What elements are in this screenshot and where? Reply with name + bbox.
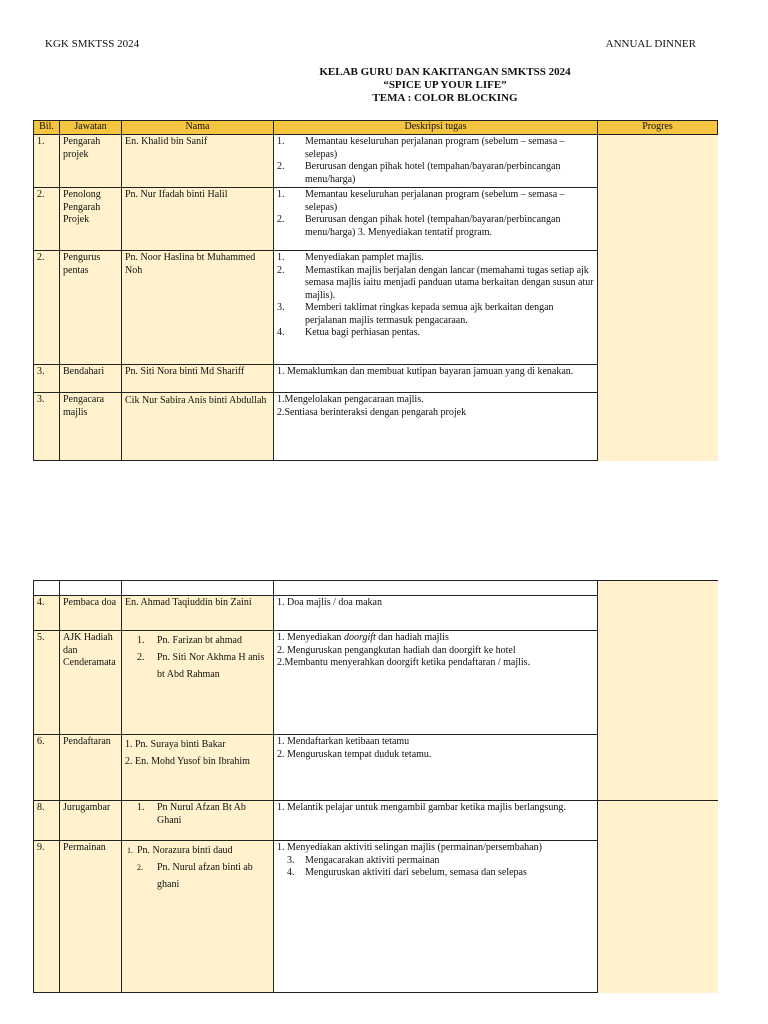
row-deskripsi xyxy=(274,393,598,461)
desc-text: 1. Melantik pelajar untuk mengambil gambar ketika majlis berlangsung. xyxy=(277,802,566,813)
desc-text-part: 1. Menyediakan xyxy=(277,632,344,643)
doc-title xyxy=(0,66,768,105)
row-nama xyxy=(122,631,274,735)
row-nama xyxy=(122,841,274,993)
desc-number: 3. xyxy=(287,854,295,866)
row-bil: 3. xyxy=(34,393,60,461)
desc-text: Ketua bagi perhiasan pentas. xyxy=(305,327,420,338)
desc-text: 1. Menyediakan aktiviti selingan majlis (permainan/persembahan) xyxy=(277,842,542,853)
row-bil: 5. xyxy=(34,631,60,735)
row-jawatan: Pendaftaran xyxy=(60,735,122,801)
name-text: 2. En. Mohd Yusof bin Ibrahim xyxy=(125,756,250,767)
row-nama: Pn. Noor Haslina bt Muhammed Noh xyxy=(122,251,274,365)
row-bil: 9. xyxy=(34,841,60,993)
row-deskripsi xyxy=(274,735,598,801)
desc-text: Memberi taklimat ringkas kepada semua ajk berkaitan dengan perjalanan majlis termasuk pengacaraan. xyxy=(305,302,554,326)
row-nama: Pn. Siti Nora binti Md Shariff xyxy=(122,365,274,393)
name-number: 1. xyxy=(137,635,145,646)
row-nama: Cik Nur Sabira Anis binti Abdullah xyxy=(122,393,274,461)
desc-number: 1. xyxy=(277,252,285,263)
desc-number: 1. xyxy=(277,136,285,147)
row-deskripsi xyxy=(274,841,598,993)
doc-header-left: KGK SMKTSS 2024 xyxy=(45,38,140,50)
row-deskripsi xyxy=(274,596,598,631)
desc-text: 2. Menguruskan pengangkutan hadiah dan doorgift ke hotel xyxy=(277,644,516,656)
row-bil: 6. xyxy=(34,735,60,801)
name-number: 1. xyxy=(137,802,145,813)
desc-text: 1. Memaklumkan dan membuat kutipan bayaran jamuan yang di kenakan. xyxy=(277,366,574,377)
desc-number: 4. xyxy=(277,327,285,338)
row-jawatan: Jurugambar xyxy=(60,801,122,841)
desc-text: Menyediakan pamplet majlis. xyxy=(305,252,424,263)
progres-cell xyxy=(598,801,718,993)
blank-cell xyxy=(60,581,122,596)
row-nama: En. Khalid bin Sanif xyxy=(122,135,274,188)
desc-text: 2. Menguruskan tempat duduk tetamu. xyxy=(277,748,432,760)
desc-number: 2. xyxy=(277,264,285,276)
name-number: 2. xyxy=(137,652,145,663)
desc-number: 2. xyxy=(277,161,285,172)
table-header-row xyxy=(34,121,718,135)
row-bil: 2. xyxy=(34,251,60,365)
row-bil: 8. xyxy=(34,801,60,841)
row-jawatan: AJK Hadiah dan Cenderamata xyxy=(60,631,122,735)
row-nama xyxy=(122,735,274,801)
progres-cell xyxy=(598,581,718,801)
row-jawatan: Penolong Pengarah Projek xyxy=(60,188,122,251)
doc-header-right: ANNUAL DINNER xyxy=(605,38,696,50)
name-text: Pn Nurul Afzan Bt Ab Ghani xyxy=(157,802,246,826)
desc-text: 2.Membantu menyerahkan doorgift ketika pendaftaran / majlis. xyxy=(277,657,531,668)
desc-text: 1. Doa majlis / doa makan xyxy=(277,597,382,608)
blank-cell xyxy=(274,581,598,596)
desc-text: Memantau keseluruhan perjalanan program (sebelum – semasa – selepas) xyxy=(305,136,565,160)
table-row-blank xyxy=(34,581,718,596)
row-jawatan: Pengurus pentas xyxy=(60,251,122,365)
desc-text: Menguruskan aktiviti dari sebelum, semasa dan selepas xyxy=(305,867,527,878)
desc-text: 1.Mengelolakan pengacaraan majlis. xyxy=(277,394,424,405)
desc-number: 4. xyxy=(287,867,295,878)
row-nama: En. Ahmad Taqiuddin bin Zaini xyxy=(122,596,274,631)
row-nama: Pn. Nur Ifadah binti Halil xyxy=(122,188,274,251)
name-text: Pn. Farizan bt ahmad xyxy=(157,635,242,646)
name-text: Pn. Norazura binti daud xyxy=(137,845,233,856)
row-jawatan: Permainan xyxy=(60,841,122,993)
name-number: 1. xyxy=(127,846,133,855)
row-deskripsi xyxy=(274,801,598,841)
col-header-jawatan: Jawatan xyxy=(60,121,122,135)
row-bil: 4. xyxy=(34,596,60,631)
desc-text xyxy=(277,632,594,645)
desc-text: Mengacarakan aktiviti permainan xyxy=(305,854,440,866)
row-deskripsi xyxy=(274,365,598,393)
row-deskripsi xyxy=(274,631,598,735)
task-table-page-2 xyxy=(33,580,718,993)
title-line-3: TEMA : COLOR BLOCKING xyxy=(372,92,518,104)
blank-cell xyxy=(122,581,274,596)
row-deskripsi xyxy=(274,188,598,251)
desc-text-part: dan hadiah majlis xyxy=(375,632,449,643)
desc-number: 1. xyxy=(277,189,285,200)
col-header-progres: Progres xyxy=(598,121,718,135)
desc-number: 2. xyxy=(277,214,285,225)
table-row xyxy=(34,801,718,841)
desc-text: 2.Sentiasa berinteraksi dengan pengarah projek xyxy=(277,406,467,418)
col-header-deskripsi: Deskripsi tugas xyxy=(274,121,598,135)
row-deskripsi xyxy=(274,251,598,365)
row-jawatan: Pengarah projek xyxy=(60,135,122,188)
table-row xyxy=(34,135,718,188)
desc-text: Memantau keseluruhan perjalanan program (sebelum – semasa – selepas) xyxy=(305,189,565,213)
row-jawatan: Pembaca doa xyxy=(60,596,122,631)
name-number: 2. xyxy=(137,863,143,872)
col-header-bil: Bil. xyxy=(34,121,60,135)
desc-text: Berurusan dengan pihak hotel (tempahan/bayaran/perbincangan menu/harga) 3. Menyediakan tentatif program. xyxy=(305,214,561,238)
desc-text: Berurusan dengan pihak hotel (tempahan/bayaran/perbincangan menu/harga) xyxy=(305,161,561,185)
blank-cell xyxy=(34,581,60,596)
row-bil: 1. xyxy=(34,135,60,188)
row-jawatan: Bendahari xyxy=(60,365,122,393)
desc-text-italic: doorgift xyxy=(343,632,376,643)
row-jawatan: Pengacara majlis xyxy=(60,393,122,461)
task-table-page-1 xyxy=(33,120,718,461)
title-line-2: “SPICE UP YOUR LIFE” xyxy=(383,79,507,91)
row-nama xyxy=(122,801,274,841)
row-deskripsi xyxy=(274,135,598,188)
col-header-nama: Nama xyxy=(122,121,274,135)
desc-text: Memastikan majlis berjalan dengan lancar (memahami tugas setiap ajk semasa majlis iaitu menjadi panduan utama berkaitan dengan susun atur majlis). xyxy=(305,264,594,301)
row-bil: 3. xyxy=(34,365,60,393)
desc-number: 3. xyxy=(277,302,285,313)
progres-cell xyxy=(598,135,718,461)
title-line-1: KELAB GURU DAN KAKITANGAN SMKTSS 2024 xyxy=(319,66,571,78)
name-text: Pn. Siti Nor Akhma H anis bt Abd Rahman xyxy=(157,652,265,680)
row-bil: 2. xyxy=(34,188,60,251)
name-text: Pn. Nurul afzan binti ab ghani xyxy=(157,862,253,890)
name-text: 1. Pn. Suraya binti Bakar xyxy=(125,739,226,750)
desc-text: 1. Mendaftarkan ketibaan tetamu xyxy=(277,736,410,747)
